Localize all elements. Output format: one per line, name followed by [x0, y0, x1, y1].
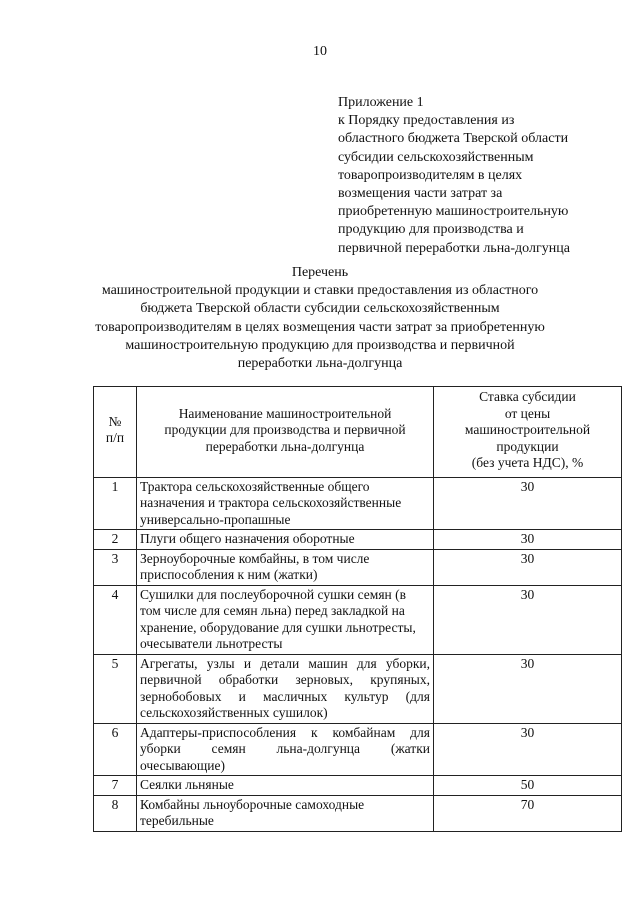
table-header-row	[94, 387, 622, 478]
appendix-line: продукцию для производства и	[338, 222, 524, 238]
header-rate-line: (без учета НДС), %	[471, 455, 584, 470]
header-name-line: Наименование машиностроительной	[178, 405, 392, 421]
table-row	[94, 549, 622, 585]
row-name-text: Трактора сельскохозяйственные общего назначения и трактора сельскохозяйственные универсально-пропашные	[140, 478, 402, 527]
row-name	[137, 530, 434, 550]
row-rate: 30	[434, 530, 622, 550]
list-title-line: переработки льна-долгунца	[237, 356, 403, 372]
row-number: 3	[94, 549, 137, 585]
row-number: 2	[94, 530, 137, 550]
list-title-line: машиностроительную продукцию для производства и первичной	[125, 337, 515, 353]
row-name-text: Сеялки льняные	[140, 777, 234, 792]
header-number-line: п/п	[105, 430, 125, 446]
row-name-text: Агрегаты, узлы и детали машин для уборки, первичной обработки зерновых, крупяных, зернобобовых и масличных культур (для сельскохозяйственных сушилок)	[140, 655, 430, 720]
header-rate-line: от цены	[504, 405, 551, 421]
row-name	[137, 549, 434, 585]
list-title-line: машиностроительной продукции и ставки предоставления из областного	[101, 283, 539, 299]
row-number: 4	[94, 585, 137, 654]
row-number: 7	[94, 776, 137, 796]
row-name	[137, 654, 434, 723]
row-number: 8	[94, 795, 137, 831]
table-row	[94, 654, 622, 723]
appendix-note	[338, 94, 638, 258]
row-name-text: Сушилки для послеуборочной сушки семян (в том числе для семян льна) перед закладкой на хранение, оборудование для сушки льнотресты, очесыватели льнотресты	[140, 586, 416, 651]
table-row	[94, 585, 622, 654]
row-rate: 30	[434, 585, 622, 654]
list-title-line: товаропроизводителям в целях возмещения части затрат за приобретенную	[95, 319, 545, 335]
table-row	[94, 723, 622, 776]
table-row	[94, 530, 622, 550]
row-name	[137, 585, 434, 654]
row-name-text: Плуги общего назначения оборотные	[140, 531, 355, 546]
appendix-line: субсидии сельскохозяйственным	[338, 149, 534, 165]
appendix-line: к Порядку предоставления из	[338, 113, 515, 129]
row-rate: 30	[434, 723, 622, 776]
header-rate-line: продукции	[496, 438, 559, 454]
table-row	[94, 477, 622, 530]
row-number: 5	[94, 654, 137, 723]
header-number-line: №	[108, 413, 122, 429]
row-rate: 30	[434, 477, 622, 530]
header-name-line: переработки льна-долгунца	[205, 438, 365, 454]
header-name	[137, 387, 434, 478]
appendix-line: Приложение 1	[338, 95, 424, 110]
row-rate: 70	[434, 795, 622, 831]
page-number: 10	[313, 44, 327, 59]
row-name-text: Комбайны льноуборочные самоходные теребильные	[140, 796, 365, 828]
row-rate: 30	[434, 654, 622, 723]
row-number: 1	[94, 477, 137, 530]
list-title-line: Перечень	[291, 265, 349, 280]
header-rate-line: машиностроительной	[464, 422, 591, 437]
table-row	[94, 795, 622, 831]
appendix-line: товаропроизводителям в целях	[338, 167, 523, 183]
list-title	[0, 264, 640, 373]
row-name	[137, 795, 434, 831]
row-name	[137, 723, 434, 776]
appendix-line: приобретенную машиностроительную	[338, 204, 569, 220]
header-rate-line: Ставка субсидии	[479, 389, 576, 404]
row-name	[137, 477, 434, 530]
row-rate: 30	[434, 549, 622, 585]
products-table	[93, 386, 622, 832]
appendix-line: первичной переработки льна-долгунца	[338, 240, 570, 256]
list-title-line: бюджета Тверской области субсидии сельскохозяйственным	[140, 301, 500, 317]
header-number	[94, 387, 137, 478]
row-name-text: Адаптеры-приспособления к комбайнам для уборки семян льна-долгунца (жатки очесывающие)	[140, 724, 430, 773]
row-name-text: Зерноуборочные комбайны, в том числе приспособления к ним (жатки)	[140, 550, 370, 582]
appendix-line: областного бюджета Тверской области	[338, 131, 569, 147]
table-row	[94, 776, 622, 796]
row-number: 6	[94, 723, 137, 776]
header-rate	[434, 387, 622, 478]
appendix-line: возмещения части затрат за	[338, 186, 503, 202]
header-name-line: продукции для производства и первичной	[164, 422, 406, 437]
row-rate: 50	[434, 776, 622, 796]
row-name	[137, 776, 434, 796]
